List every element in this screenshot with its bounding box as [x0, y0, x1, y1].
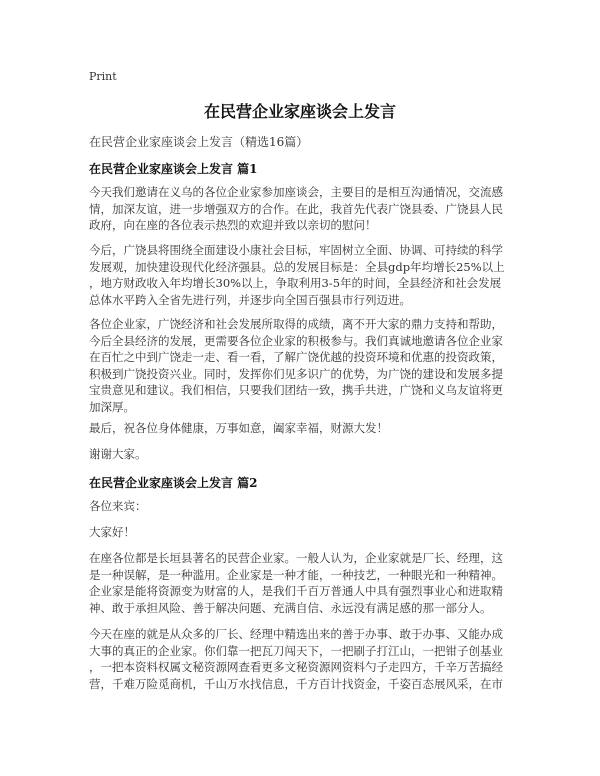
text-line: 加深厚。 [89, 399, 135, 414]
text-line: 大家好！ [89, 525, 135, 539]
text-line: 企业家是能将资源变为财富的人，是我们千百万普通人中具有强烈事业心和进取精 [89, 584, 503, 598]
text-line: 各位来宾： [89, 499, 147, 513]
text-line: 今天在座的就是从众多的厂长、经理中精选出来的善于办事、敢于办事、又能办成 [89, 627, 503, 641]
section-heading-2: 在民营企业家座谈会上发言 篇2 [89, 476, 258, 490]
text-line: 今后，广饶县将围绕全面建设小康社会目标，牢固树立全面、协调、可持续的科学 [89, 243, 503, 257]
text-line: 谢谢大家。 [89, 447, 147, 461]
text-line: 是一种误解，是一种滥用。企业家是一种才能，一种技艺，一种眼光和一种精神。 [89, 567, 503, 582]
print-label: Print [89, 70, 117, 83]
text-line: 大事的真正的企业家。你们靠一把瓦刀闯天下，一把刷子打江山，一把钳子创基业 [89, 643, 503, 658]
section1-paragraph-1 [89, 184, 519, 234]
text-line: 情，加深友谊，进一步增强双方的合作。在此，我首先代表广饶县委、广饶县人民 [89, 201, 503, 216]
text-line: ，地方财政收入年均增长30%以上，争取利用3-5年的时间，全县经济和社会发展 [89, 276, 502, 290]
text-line: 营，千难万险觅商机，千山万水找信息，千方百计找资金，千姿百态展风采，在市 [89, 676, 503, 691]
text-line: 总体水平跨入全省先进行列，并逐步向全国百强县市行列迈进。 [89, 292, 411, 307]
text-line: 神、敢于承担风险、善于解决问题、充满自信、永远没有满足感的那一部分人。 [89, 600, 492, 615]
section1-paragraph-3 [89, 316, 519, 415]
section2-paragraph-2 [89, 524, 519, 541]
text-line: 发展观，加快建设现代化经济强县。总的发展目标是：全县gdp年均增长25%以上 [89, 259, 505, 274]
text-line: 今天我们邀请在义乌的各位企业家参加座谈会，主要目的是相互沟通情况，交流感 [89, 185, 503, 199]
section2-paragraph-3 [89, 550, 519, 616]
text-line: 积极到广饶投资兴业。同时，发挥你们见多识广的优势，为广饶的建设和发展多提 [89, 366, 503, 381]
text-line: ，一把本资料权属文秘资源网查看更多文秘资源网资料勺子走四方，千辛万苦搞经 [89, 660, 503, 674]
section1-paragraph-2 [89, 242, 519, 308]
text-line: 各位企业家，广饶经济和社会发展所取得的成绩，离不开大家的鼎力支持和帮助， [89, 317, 503, 331]
section2-paragraph-1 [89, 498, 519, 515]
text-line: 最后，祝各位身体健康，万事如意，阖家幸福，财源大发！ [89, 421, 388, 435]
section1-paragraph-4 [89, 420, 519, 437]
section1-paragraph-5 [89, 446, 519, 463]
section2-paragraph-4 [89, 626, 519, 692]
text-line: 今后全县经济的发展，更需要各位企业家的积极参与。我们真诚地邀请各位企业家 [89, 333, 503, 348]
document-subtitle: 在民营企业家座谈会上发言（精选16篇） [89, 135, 309, 149]
page-title: 在民营企业家座谈会上发言 [203, 102, 396, 121]
section-heading-1: 在民营企业家座谈会上发言 篇1 [89, 162, 258, 176]
text-line: 宝贵意见和建议。我们相信，只要我们团结一致，携手共进，广饶和义乌友谊将更 [89, 383, 503, 397]
text-line: 政府，向在座的各位表示热烈的欢迎并致以亲切的慰问！ [89, 218, 377, 232]
text-line: 在百忙之中到广饶走一走、看一看，了解广饶优越的投资环境和优惠的投资政策， [89, 350, 503, 364]
text-line: 在座各位都是长垣县著名的民营企业家。一般人认为，企业家就是厂长、经理，这 [89, 551, 503, 565]
